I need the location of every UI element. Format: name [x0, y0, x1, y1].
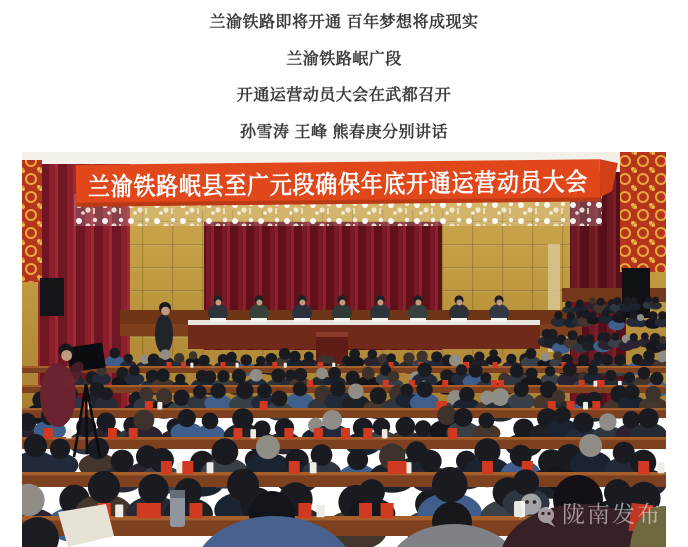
article-headlines: [0, 0, 688, 151]
watermark-label: 陇南发布: [562, 501, 662, 527]
banner: [76, 159, 661, 207]
headline-line-1: 兰渝铁路即将开通 百年梦想将成现实: [209, 14, 479, 31]
banner-text: 兰渝铁路岷县至广元段确保年底开通运营动员大会: [87, 167, 661, 202]
article-photo[interactable]: [22, 152, 666, 547]
conference-hall-photo: [22, 152, 666, 547]
headline-line-4: 孙雪涛 王峰 熊春庚分别讲话: [240, 123, 448, 141]
lectern-top: [316, 332, 348, 337]
left-ornate-column: [22, 160, 42, 282]
headline-line-3: 开通运营动员大会在武都召开: [236, 87, 452, 104]
head-table: [188, 320, 540, 349]
headline-line-2: 兰渝铁路岷广段: [286, 50, 402, 68]
left-speaker: [40, 278, 64, 316]
thermos-cap: [170, 490, 185, 498]
right-ornate-panel: [620, 152, 666, 272]
head-table-skirt: [188, 325, 540, 349]
